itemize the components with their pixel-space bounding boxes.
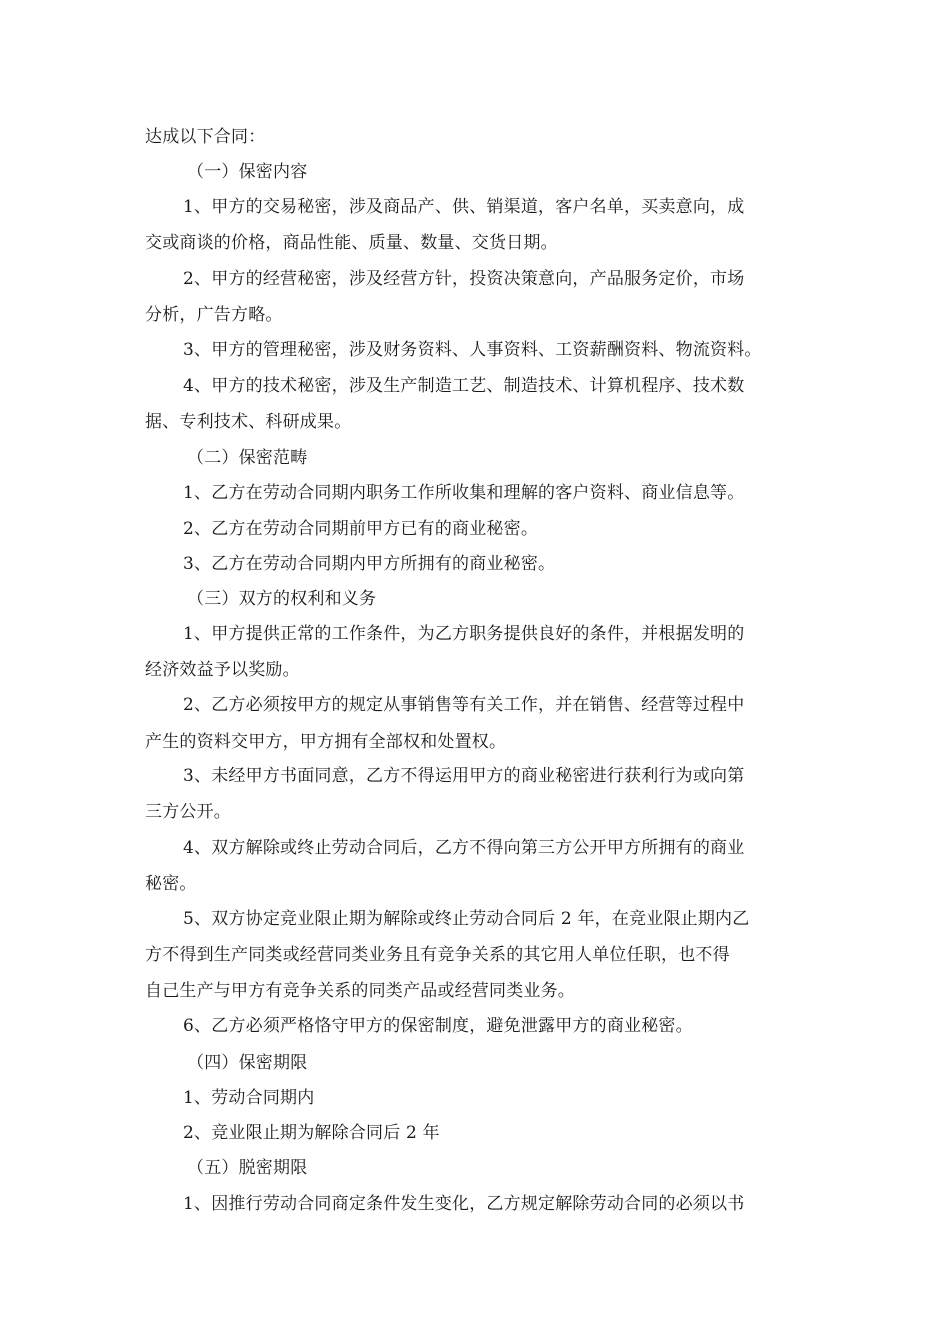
text-line-7: 3、甲方的管理秘密，涉及财务资料、人事资料、工资薪酬资料、物流资料。 bbox=[183, 340, 762, 360]
text-line-18: 产生的资料交甲方，甲方拥有全部权和处置权。 bbox=[145, 732, 507, 752]
text-line-24: 方不得到生产同类或经营同类业务且有竞争关系的其它用人单位任职，也不得 bbox=[145, 945, 730, 965]
text-line-11: 1、乙方在劳动合同期内职务工作所收集和理解的客户资料、商业信息等。 bbox=[183, 483, 745, 503]
section-heading-3: （三）双方的权利和义务 bbox=[187, 589, 377, 609]
text-line-19: 3、未经甲方书面同意，乙方不得运用甲方的商业秘密进行获利行为或向第 bbox=[183, 766, 745, 786]
text-line-1: 达成以下合同： bbox=[145, 127, 266, 147]
text-line-13: 3、乙方在劳动合同期内甲方所拥有的商业秘密。 bbox=[183, 554, 556, 574]
text-line-12: 2、乙方在劳动合同期前甲方已有的商业秘密。 bbox=[183, 519, 539, 539]
text-line-17: 2、乙方必须按甲方的规定从事销售等有关工作，并在销售、经营等过程中 bbox=[183, 695, 745, 715]
text-line-26: 6、乙方必须严格恪守甲方的保密制度，避免泄露甲方的商业秘密。 bbox=[183, 1016, 693, 1036]
text-line-8: 4、甲方的技术秘密，涉及生产制造工艺、制造技术、计算机程序、技术数 bbox=[183, 376, 745, 396]
section-heading-4: （四）保密期限 bbox=[187, 1053, 308, 1073]
text-line-3: 1、甲方的交易秘密，涉及商品产、供、销渠道，客户名单，买卖意向，成 bbox=[183, 197, 745, 217]
text-line-4: 交或商谈的价格，商品性能、质量、数量、交货日期。 bbox=[145, 233, 558, 253]
text-line-29: 2、竞业限止期为解除合同后 2 年 bbox=[183, 1123, 440, 1143]
text-line-6: 分析，广告方略。 bbox=[145, 305, 283, 325]
text-line-5: 2、甲方的经营秘密，涉及经营方针，投资决策意向，产品服务定价，市场 bbox=[183, 269, 745, 289]
section-heading-5: （五）脱密期限 bbox=[187, 1158, 308, 1178]
text-line-15: 1、甲方提供正常的工作条件，为乙方职务提供良好的条件，并根据发明的 bbox=[183, 624, 745, 644]
section-heading-2: （二）保密范畴 bbox=[187, 448, 308, 468]
text-line-25: 自己生产与甲方有竞争关系的同类产品或经营同类业务。 bbox=[145, 981, 575, 1001]
text-line-21: 4、双方解除或终止劳动合同后，乙方不得向第三方公开甲方所拥有的商业 bbox=[183, 838, 745, 858]
text-line-28: 1、劳动合同期内 bbox=[183, 1088, 315, 1108]
section-heading-1: （一）保密内容 bbox=[187, 162, 308, 182]
text-line-31: 1、因推行劳动合同商定条件发生变化，乙方规定解除劳动合同的必须以书 bbox=[183, 1194, 745, 1214]
text-line-20: 三方公开。 bbox=[145, 802, 231, 822]
text-line-9: 据、专利技术、科研成果。 bbox=[145, 412, 352, 432]
text-line-16: 经济效益予以奖励。 bbox=[145, 660, 300, 680]
text-line-22: 秘密。 bbox=[145, 874, 197, 894]
text-line-23: 5、双方协定竞业限止期为解除或终止劳动合同后 2 年，在竞业限止期内乙 bbox=[183, 909, 750, 929]
